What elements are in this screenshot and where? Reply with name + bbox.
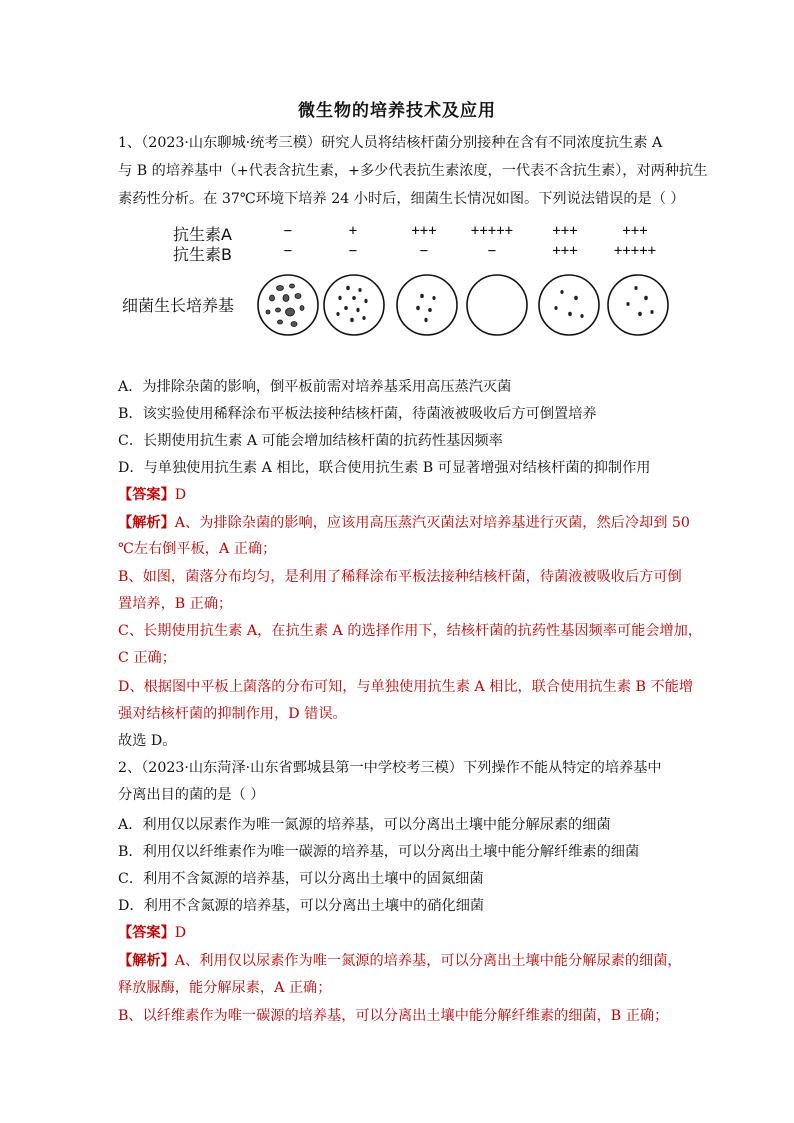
- antibiotic-b-label: 抗生素B: [173, 245, 232, 264]
- a-sign-6: +++: [622, 223, 648, 239]
- a-sign-4: +++++: [470, 223, 514, 239]
- a-sign-5: +++: [552, 223, 578, 239]
- answer-tag: 【答案】: [118, 925, 175, 941]
- b-sign-5: +++: [552, 243, 578, 259]
- q1-analysis-line-7: D、根据图中平板上菌落的分布可知，与单独使用抗生素 A 相比，联合使用抗生素 B 不能增: [118, 679, 694, 695]
- b-sign-1: −: [283, 243, 293, 259]
- q1-stem-line-2: 与 B 的培养基中（+代表含抗生素，+多少代表抗生素浓度，一代表不含抗生素），对两种抗生: [118, 163, 708, 179]
- colonies-dish-3: [416, 294, 435, 322]
- q1-stem-line-1: 1、（2023·山东聊城·统考三模）研究人员将结核杆菌分别接种在含有不同浓度抗生素 A: [118, 135, 663, 151]
- q2-stem-line-2: 分离出目的菌的是（ ）: [118, 787, 265, 803]
- colonies-dish-6: [626, 286, 653, 316]
- answer-value: D: [174, 925, 187, 941]
- petri-dish-6: [608, 275, 668, 335]
- analysis-text: A、利用仅以尿素作为唯一氮源的培养基，可以分离出土壤中能分解尿素的细菌，: [174, 953, 682, 969]
- b-sign-6: +++++: [613, 243, 657, 259]
- analysis-text: A、为排除杂菌的影响，应该用高压蒸汽灭菌法对培养基进行灭菌，然后冷却到 50: [174, 515, 690, 531]
- q1-conclusion: 故选 D。: [118, 733, 177, 749]
- b-sign-3: −: [419, 243, 429, 259]
- q1-option-c: C．长期使用抗生素 A 可能会增加结核杆菌的抗药性基因频率: [118, 433, 503, 449]
- q1-analysis-line-1: [118, 512, 690, 532]
- analysis-tag: 【解析】: [118, 953, 175, 969]
- answer-tag: 【答案】: [118, 487, 175, 503]
- q2-option-b: B．利用仅以纤维素作为唯一碳源的培养基，可以分离出土壤中能分解纤维素的细菌: [118, 844, 640, 860]
- plate-label: 细菌生长培养基: [122, 296, 235, 315]
- q2-option-c: C．利用不含氮源的培养基，可以分离出土壤中的固氮细菌: [118, 871, 484, 887]
- q2-answer-line: [118, 922, 186, 942]
- petri-dish-2: [324, 275, 384, 335]
- petri-dish-5: [539, 275, 599, 335]
- answer-value: D: [174, 487, 187, 503]
- q1-analysis-line-2: ℃左右倒平板，A 正确；: [118, 541, 277, 557]
- antibiotic-a-label: 抗生素A: [173, 225, 232, 244]
- b-sign-4: −: [487, 243, 497, 259]
- q1-analysis-line-4: 置培养，B 正确；: [118, 596, 233, 612]
- page-title: 微生物的培养技术及应用: [298, 101, 496, 121]
- a-sign-1: −: [283, 223, 293, 239]
- petri-dish-4: [467, 275, 527, 335]
- q2-analysis-line-1: [118, 950, 682, 970]
- colonies-dish-1: [266, 284, 304, 327]
- q2-option-a: A．利用仅以尿素作为唯一氮源的培养基，可以分离出土壤中能分解尿素的细菌: [118, 817, 611, 833]
- a-sign-3: +++: [411, 223, 437, 239]
- q1-analysis-line-6: C 正确；: [118, 650, 176, 666]
- petri-dish-3: [397, 275, 457, 335]
- q2-stem-line-1: 2、（2023·山东菏泽·山东省鄄城县第一中学校考三模）下列操作不能从特定的培养基中: [118, 760, 662, 776]
- q1-analysis-line-8: 强对结核杆菌的抑制作用，D 错误。: [118, 706, 347, 722]
- q1-option-b: B．该实验使用稀释涂布平板法接种结核杆菌，待菌液被吸收后方可倒置培养: [118, 406, 597, 422]
- q1-answer-line: [118, 484, 186, 504]
- q1-option-d: D．与单独使用抗生素 A 相比，联合使用抗生素 B 可显著增强对结核杆菌的抑制作用: [118, 460, 651, 476]
- q1-option-a: A．为排除杂菌的影响，倒平板前需对培养基采用高压蒸汽灭菌: [118, 379, 512, 395]
- q1-analysis-line-3: B、如图，菌落分布均匀，是利用了稀释涂布平板法接种结核杆菌，待菌液被吸收后方可倒: [118, 569, 682, 585]
- petri-dish-1: [258, 275, 318, 335]
- colonies-dish-2: [336, 286, 367, 322]
- q2-option-d: D．利用不含氮源的培养基，可以分离出土壤中的硝化细菌: [118, 898, 485, 914]
- q2-analysis-line-2: 释放脲酶，能分解尿素，A 正确；: [118, 980, 332, 996]
- analysis-tag: 【解析】: [118, 515, 175, 531]
- q1-stem-line-3: 素药性分析。在 37℃环境下培养 24 小时后，细菌生长情况如图。下列说法错误的是（ ）: [118, 191, 685, 207]
- q1-analysis-line-5: C、长期使用抗生素 A，在抗生素 A 的选择作用下，结核杆菌的抗药性基因频率可能会增加，: [118, 623, 703, 639]
- q2-analysis-line-3: B、以纤维素作为唯一碳源的培养基，可以分离出土壤中能分解纤维素的细菌，B 正确；: [118, 1008, 669, 1024]
- b-sign-2: −: [348, 243, 358, 259]
- petri-dishes-illustration: [250, 268, 670, 344]
- colonies-dish-5: [554, 290, 583, 318]
- a-sign-2: +: [348, 223, 358, 239]
